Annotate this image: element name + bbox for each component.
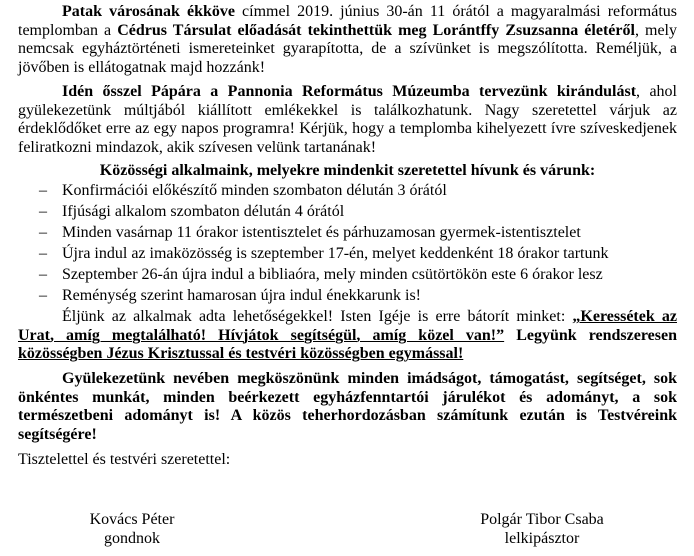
paragraph-excursion: Idén ősszel Pápára a Pannonia Református Múzeumba tervezünk kirándulást, ahol gyülekezetünk múltjából kiállított emlékekkel is találkozhatunk. Nagy szeretettel várjuk az érdeklődőket erre az egy napos programra! Kérjük, hogy a templomba kihelyezett ívre szíveskedjenek feliratkozni mindazok, akik szívesen velünk tartanának! [18,83,677,156]
list-item: – Reménység szerint hamarosan újra indul énekkarunk is! [39,287,421,304]
signatory-role: gondnok [104,529,160,547]
list-item: – Minden vasárnap 11 órakor istentisztelet és párhuzamosan gyermek-istentisztelet [39,224,581,241]
list-item: – Újra indul az imaközösség is szeptember 17-én, melyet keddenként 18 órakor tartunk [39,245,609,262]
list-dash: – [39,182,47,199]
list-dash: – [39,245,47,262]
event-title: Patak városának ékköve [62,3,235,20]
list-dash: – [39,224,47,241]
paragraph-invitation: Éljünk az alkalmak adta lehetőségekkel! Isten Igéje is erre bátorít minket: „Keressétek az Urat, amíg megtalálható! Hívjátok segítségül, amíg közel van!” Legyünk rendszeresen közösségben Jézus Krisztussal és testvéri közösségben egymással! [18,308,678,362]
paragraph-thanks: Gyülekezetünk nevében megköszönünk minden imádságot, támogatást, segítséget, sok önkéntes munkát, minden beérkezett egyházfenntartói járulékot és adományt, a sok természetbeni adományt is! A közös teherhordozásban számítunk ezután is Testvéreink segítségére! [18,370,677,443]
events-list [18,182,677,308]
closing-line: Tisztelettel és testvéri szeretettel: [18,451,231,468]
list-item: – Ifjúsági alkalom szombaton délután 4 órától [39,203,345,220]
signature-right [452,511,632,548]
signatory-role: lelkipásztor [504,529,580,547]
excursion-highlight: Idén ősszel Pápára a Pannonia Református Múzeumba tervezünk kirándulást [62,83,637,100]
signatory-name: Kovács Péter [89,511,175,528]
signatory-name: Polgár Tibor Csaba [480,511,604,528]
list-dash: – [39,287,47,304]
performance-highlight: Cédrus Társulat előadását tekinthettük meg Lorántffy Zsuzsanna életéről [117,21,635,39]
bible-quote: „Keressétek az Urat, amíg megtalálható! Hívjátok segítségül, amíg közel van!” [18,308,677,344]
signature-left [42,511,222,548]
list-item: – Konfirmációi előkészítő minden szombaton délután 3 órától [39,182,447,199]
events-heading: Közösségi alkalmaink, melyekre mindenkit szeretettel hívunk és várunk: [99,162,596,179]
list-dash: – [39,266,47,283]
list-item: – Szeptember 26-án újra indul a bibliaóra, mely minden csütörtökön este 6 órakor lesz [39,266,603,283]
list-dash: – [39,203,47,220]
paragraph-theatre: Patak városának ékköve címmel 2019. június 30-án 11 órától a magyaralmási református templomban a Cédrus Társulat előadását tekinthettük meg Lorántffy Zsuzsanna életéről, mely nemcsak egyháztörténeti ismereteinket gyarapította, de a szívünket is megszólította. Reméljük, a jövőben is ellátogatnak majd hozzánk! [18,3,678,76]
community-exhortation: közösségben Jézus Krisztussal és testvéri közösségben egymással! [18,345,464,362]
